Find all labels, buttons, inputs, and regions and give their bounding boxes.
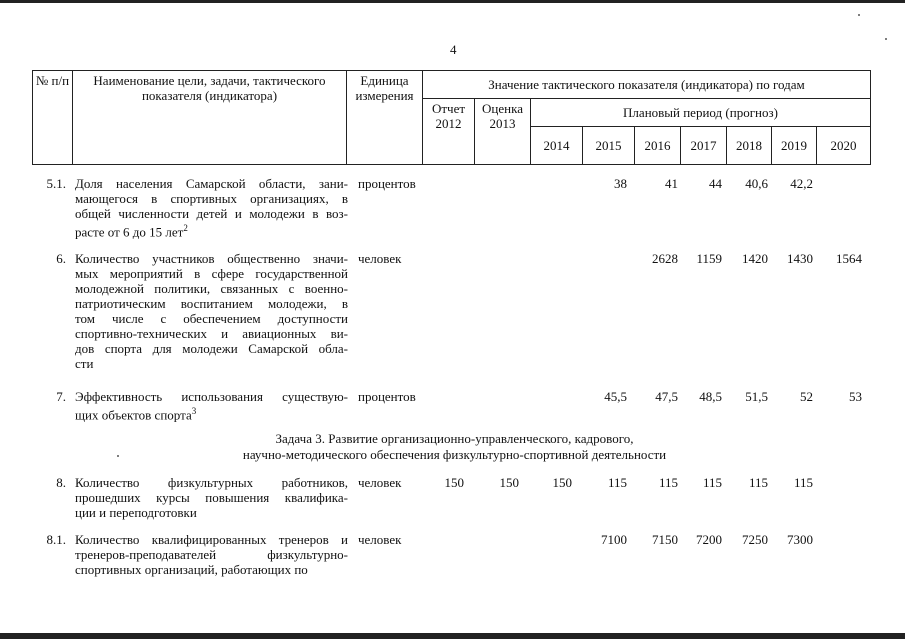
value-cell: 40,6 (745, 176, 768, 191)
indicator-name-line: тренеров-преподавателей физкультурно- (75, 547, 348, 562)
scan-bottom-edge (0, 633, 905, 639)
row-number: 8. (56, 475, 66, 490)
value-cell: 1159 (696, 251, 722, 266)
header-col-name: Наименование цели, задачи, тактического показателя (индикатора) (73, 71, 347, 165)
header-year: 2020 (817, 127, 871, 165)
unit-label: процентов (358, 176, 416, 191)
footnote-mark: 3 (191, 406, 197, 416)
indicator-name-line: Количество квалифицированных тренеров и (75, 532, 348, 547)
indicator-name-line: прошедших курсы повышения квалифика- (75, 490, 348, 505)
row-number: 7. (56, 389, 66, 404)
value-cell: 47,5 (655, 389, 678, 404)
unit-label: человек (358, 251, 402, 266)
indicator-name-line: Количество физкультурных работников, (75, 475, 348, 490)
header-col-estimate: Оценка 2013 (475, 99, 531, 165)
value-cell: 7200 (696, 532, 722, 547)
value-cell: 150 (499, 475, 519, 490)
value-cell: 48,5 (699, 389, 722, 404)
task-3-line1: Задача 3. Развитие организационно-управленческого, кадрового, (275, 431, 634, 446)
value-cell: 41 (665, 176, 678, 191)
value-cell: 51,5 (745, 389, 768, 404)
indicator-name-line: том числе с обеспечением доступности (75, 311, 348, 326)
indicator-name (75, 176, 348, 240)
indicator-name-line: дов спорта для молодежи Самарской обла- (75, 341, 348, 356)
task-3-heading (32, 431, 877, 463)
indicator-name-line: патриотическим воспитанием молодежи, в (75, 296, 348, 311)
scan-speck (117, 455, 119, 457)
header-year: 2019 (772, 127, 817, 165)
header-year: 2016 (635, 127, 681, 165)
indicator-name-line: мающегося в спортивных организациях, в (75, 191, 348, 206)
row-number: 8.1. (46, 532, 66, 547)
value-cell: 2628 (652, 251, 678, 266)
indicator-name (75, 475, 348, 520)
value-cell: 45,5 (604, 389, 627, 404)
value-cell: 115 (702, 475, 722, 490)
value-cell: 42,2 (790, 176, 813, 191)
indicator-name-line: Доля населения Самарской области, зани- (75, 176, 348, 191)
value-cell: 7100 (601, 532, 627, 547)
unit-label: человек (358, 475, 402, 490)
value-cell: 115 (607, 475, 627, 490)
indicator-name-line: ции и переподготовки (75, 505, 197, 520)
value-cell: 44 (709, 176, 722, 191)
value-cell: 7150 (652, 532, 678, 547)
indicator-name-line: мых мероприятий в сфере государственной (75, 266, 348, 281)
value-cell: 38 (614, 176, 627, 191)
value-cell: 115 (793, 475, 813, 490)
footnote-mark: 2 (183, 223, 188, 233)
scan-speck (858, 14, 860, 16)
indicator-name-line: Эффективность использования существую- (75, 389, 348, 404)
header-col-report: Отчет 2012 (423, 99, 475, 165)
header-year: 2017 (681, 127, 727, 165)
value-cell: 7300 (787, 532, 813, 547)
value-cell: 115 (658, 475, 678, 490)
unit-label: процентов (358, 389, 416, 404)
header-col-plan: Плановый период (прогноз) (531, 99, 871, 127)
indicator-name-line: щих объектов спорта$^3$ (75, 406, 197, 423)
indicator-name-line: спортивных организаций, работающих по (75, 562, 308, 577)
header-col-values: Значение тактического показателя (индикатора) по годам (423, 71, 871, 99)
scan-top-edge (0, 0, 905, 3)
value-cell: 53 (849, 389, 862, 404)
indicator-name-line: молодежной политики, связанных с военно- (75, 281, 348, 296)
indicator-name (75, 389, 348, 423)
unit-label: человек (358, 532, 402, 547)
table-header (32, 70, 871, 165)
task-3-line2: научно-методического обеспечения физкультурно-спортивной деятельности (242, 447, 667, 462)
value-cell: 7250 (742, 532, 768, 547)
value-cell: 1420 (742, 251, 768, 266)
scan-speck (885, 38, 887, 40)
header-year: 2014 (531, 127, 583, 165)
page-number: 4 (450, 42, 457, 57)
indicator-name-line: общей численности детей и молодежи в воз- (75, 206, 348, 221)
value-cell: 150 (552, 475, 572, 490)
header-col-num: № п/п (33, 71, 73, 165)
value-cell: 115 (748, 475, 768, 490)
header-year: 2015 (583, 127, 635, 165)
row-number: 5.1. (46, 176, 66, 191)
row-number: 6. (56, 251, 66, 266)
value-cell: 1564 (836, 251, 862, 266)
indicator-name-line: Количество участников общественно значи- (75, 251, 348, 266)
value-cell: 1430 (787, 251, 813, 266)
header-year: 2018 (727, 127, 772, 165)
indicator-name-line: сти (75, 356, 94, 371)
indicator-name-line: расте от 6 до 15 лет$^2$ (75, 223, 188, 240)
indicator-name (75, 251, 348, 371)
indicator-name (75, 532, 348, 577)
value-cell: 150 (444, 475, 464, 490)
indicator-name-line: спортивно-технических и авиационных ви- (75, 326, 348, 341)
header-col-unit: Единица измерения (347, 71, 423, 165)
value-cell: 52 (800, 389, 813, 404)
